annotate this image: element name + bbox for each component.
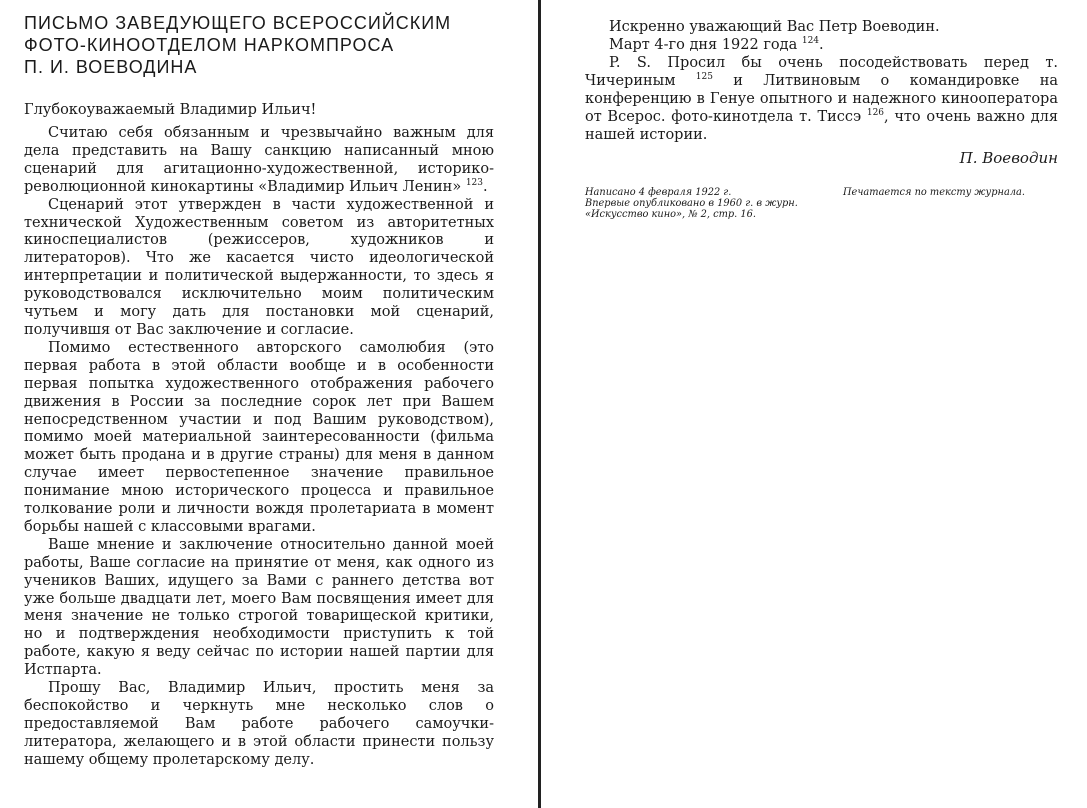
date-end: . — [819, 37, 824, 53]
written-date-note: Написано 4 февраля 1922 г. — [585, 187, 732, 198]
left-page — [24, 12, 494, 770]
paragraph-5: Прошу Вас, Владимир Ильич, простить меня за беспокойство и черкнуть мне несколько слов о предоставляемой Вам работе рабочего самоучки-литератора, желающего и в этой области принести пользу нашему общему пролетарскому делу. — [24, 680, 494, 768]
book-gutter — [538, 0, 541, 808]
paragraph-1-text: Считаю себя обязанным и чрезвычайно важным для дела представить на Вашу санкцию написанный мною сценарий для агитационно-художественной, историко-революционной кинокартины «Владимир Ильич Ленин» — [24, 125, 494, 195]
publication-note — [585, 188, 810, 220]
title-line-3: П. И. ВОЕВОДИНА — [24, 57, 198, 77]
postscript — [585, 54, 1058, 144]
footnote-ref-124: 124 — [801, 36, 820, 47]
right-page — [585, 18, 1058, 248]
footnote-ref-125: 125 — [695, 72, 713, 83]
footnote-ref-123: 123 — [465, 177, 484, 188]
title-line-1: ПИСЬМО ЗАВЕДУЮЩЕГО ВСЕРОССИЙСКИМ — [24, 13, 452, 33]
salutation: Глубокоуважаемый Владимир Ильич! — [24, 102, 317, 118]
letter-title — [24, 12, 494, 78]
footnote-ref-126: 126 — [866, 108, 885, 119]
postscript-start: P. S. Просил бы очень посодействовать перед т. Чичериным — [585, 55, 1058, 89]
paragraph-3: Помимо естественного авторского самолюбия (это первая работа в этой области вообще и в особенности первая попытка художественного отображения рабочего движения в России за последние сорок лет при Вашем непосредственном участии и под Вашим руководством), помимо моей материальной заинтересованности (фильма может быть продана и в другие страны) для меня в данном случае имеет первостепенное значение правильное понимание мною исторического процесса и правильное толкование роли и личности вождя пролетариата в момент борьбы нашей с классовыми врагами. — [24, 339, 494, 535]
first-published-note: Впервые опубликовано в 1960 г. в журн. «Искусство кино», № 2, стр. 16. — [585, 197, 798, 220]
postscript-mid: и Литвиновым о командировке на конференцию в Генуе опытного и надежного кинооператора от Всерос. фото-кинотдела т. Тиссэ — [585, 73, 1059, 125]
paragraph-4: Ваше мнение и заключение относительно данной моей работы, Ваше согласие на принятие от меня, как одного из учеников Ваших, идущего за Вами с раннего детства вот уже больше двадцати лет, моего Вам посвящения имеет для меня значение не только строгой товарищеской критики, но и подтверждения необходимости приступить к той работе, какую я веду сейчас по истории нашей партии для Истпарта. — [24, 536, 494, 679]
signature: П. Воеводин — [959, 149, 1058, 167]
paragraph-2: Сценарий этот утвержден в части художественной и технической Художественным советом из авторитетных киноспециалистов (режиссеров, художников и литераторов). Что же касается чисто идеологической интерпретации и политической выдержанности, то здесь я руководствовался исключительно моим политическим чутьем и могу дать для постановки мой сценарий, получившя от Вас заключение и согласие. — [24, 196, 494, 338]
title-line-2: ФОТО-КИНООТДЕЛОМ НАРКОМПРОСА — [24, 35, 395, 55]
editorial-notes — [585, 188, 1058, 248]
date-text: Март 4-го дня 1922 года — [609, 37, 798, 53]
postscript-end: , что очень важно для нашей истории. — [585, 109, 1058, 143]
source-note: Печатается по тексту журнала. — [843, 187, 1025, 198]
paragraph-1-end: . — [483, 178, 488, 195]
date-line — [585, 36, 1058, 54]
paragraph-1 — [24, 125, 494, 197]
closing-line: Искренно уважающий Вас Петр Воеводин. — [609, 19, 940, 35]
